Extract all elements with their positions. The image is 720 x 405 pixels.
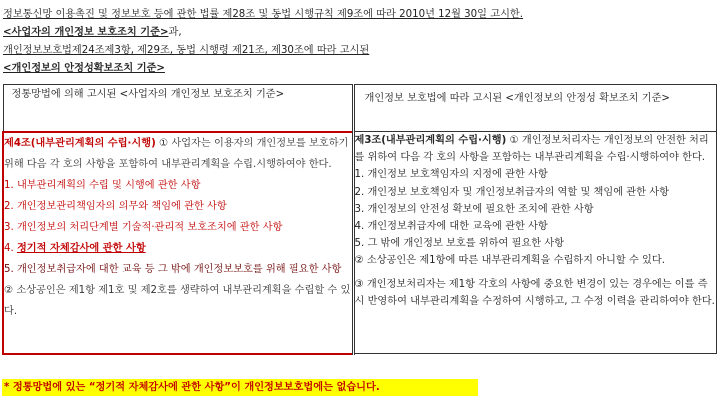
right-item-1: 1. 개인정보 보호책임자의 지정에 관한 사항 xyxy=(354,169,548,181)
right-article-title: 제3조(내부관리계획의 수립·시행) xyxy=(354,135,507,146)
table-body-row xyxy=(3,132,716,354)
intro-text xyxy=(3,6,717,78)
right-item-3: 3. 개인정보의 안전성 확보에 필요한 조치에 관한 사항 xyxy=(354,203,594,215)
left-column-body xyxy=(3,132,353,354)
left-item-4: 4. 정기적 자체감사에 관한 사항 xyxy=(4,242,146,254)
comparison-table xyxy=(2,84,717,355)
left-item-3: 3. 개인정보의 처리단계별 기술적·관리적 보호조치에 관한 사항 xyxy=(4,221,283,233)
right-paragraph-2: ② 소상공인은 제1항에 따른 내부관리계획을 수립하지 아니할 수 있다. xyxy=(354,255,665,267)
highlighted-item: 정기적 자체감사에 관한 사항 xyxy=(16,242,146,254)
right-paragraph-3: ③ 개인정보처리자는 제1항 각호의 사항에 중요한 변경이 있는 경우에는 이를 즉시 반영하여 내부관리계획을 수정하여 시행하고, 그 수정 이력을 관리하여야 한다. xyxy=(354,278,715,307)
intro-line-2-suffix: 과, xyxy=(168,27,182,38)
footnote: * 정통망법에 있는 “정기적 자체감사에 관한 사항”이 개인정보보호법에는 없습니다. xyxy=(2,379,478,396)
right-item-4: 4. 개인정보취급자에 대한 교육에 관한 사항 xyxy=(354,221,548,233)
left-item-1: 1. 내부관리계획의 수립 및 시행에 관한 사항 xyxy=(4,179,201,191)
intro-line-3: 개인정보보호법제24조제3항, 제29조, 동법 시행령 제21조, 제30조에 따라 고시된 xyxy=(3,45,370,56)
left-article-title: 제4조(내부관리계획의 수립·시행) xyxy=(4,137,156,149)
standard-name-2: <개인정보의 안정성확보조치 기준> xyxy=(3,63,165,74)
table-header-row xyxy=(3,85,716,132)
left-paragraph-2: ② 소상공인은 제1항 제1호 및 제2호를 생략하여 내부관리계획을 수립할 수 있다. xyxy=(4,284,351,317)
left-article-intro: 제4조(내부관리계획의 수립·시행) ① 사업자는 이용자의 개인정보를 보호하기 위해 다음 각 호의 사항을 포함하여 내부관리계획을 수립.시행하여야 한다. xyxy=(4,137,349,170)
left-item-2: 2. 개인정보관리책임자의 의무와 책임에 관한 사항 xyxy=(4,200,227,212)
right-item-5: 5. 그 밖에 개인정보 보호를 위하여 필요한 사항 xyxy=(354,238,565,250)
intro-line-2 xyxy=(3,24,717,42)
left-item-5: 5. 개인정보취급자에 대한 교육 등 그 밖에 개인정보보호를 위해 필요한 사항 xyxy=(4,263,342,275)
right-column-header: 개인정보 보호법에 따라 고시된 <개인정보의 안정성 확보조치 기준> xyxy=(353,85,716,132)
intro-line-1: 정보통신망 이용촉진 및 정보보호 등에 관한 법률 제28조 및 동법 시행규칙 제9조에 따라 2010년 12월 30일 고시한. xyxy=(3,9,523,20)
right-article-intro: 제3조(내부관리계획의 수립·시행) ① 개인정보처리자는 개인정보의 안전한 처리를 위하여 다음 각 호의 사항을 포함하는 내부관리계획을 수립·시행하여야 한다. xyxy=(354,135,709,164)
right-column-body xyxy=(353,132,716,354)
standard-name-1: <사업자의 개인정보 보호조치 기준> xyxy=(3,27,169,38)
left-column-header: 정통망법에 의해 고시된 <사업자의 개인정보 보호조치 기준> xyxy=(3,85,353,132)
right-item-2: 2. 개인정보 보호책임자 및 개인정보취급자의 역할 및 책임에 관한 사항 xyxy=(354,186,669,198)
